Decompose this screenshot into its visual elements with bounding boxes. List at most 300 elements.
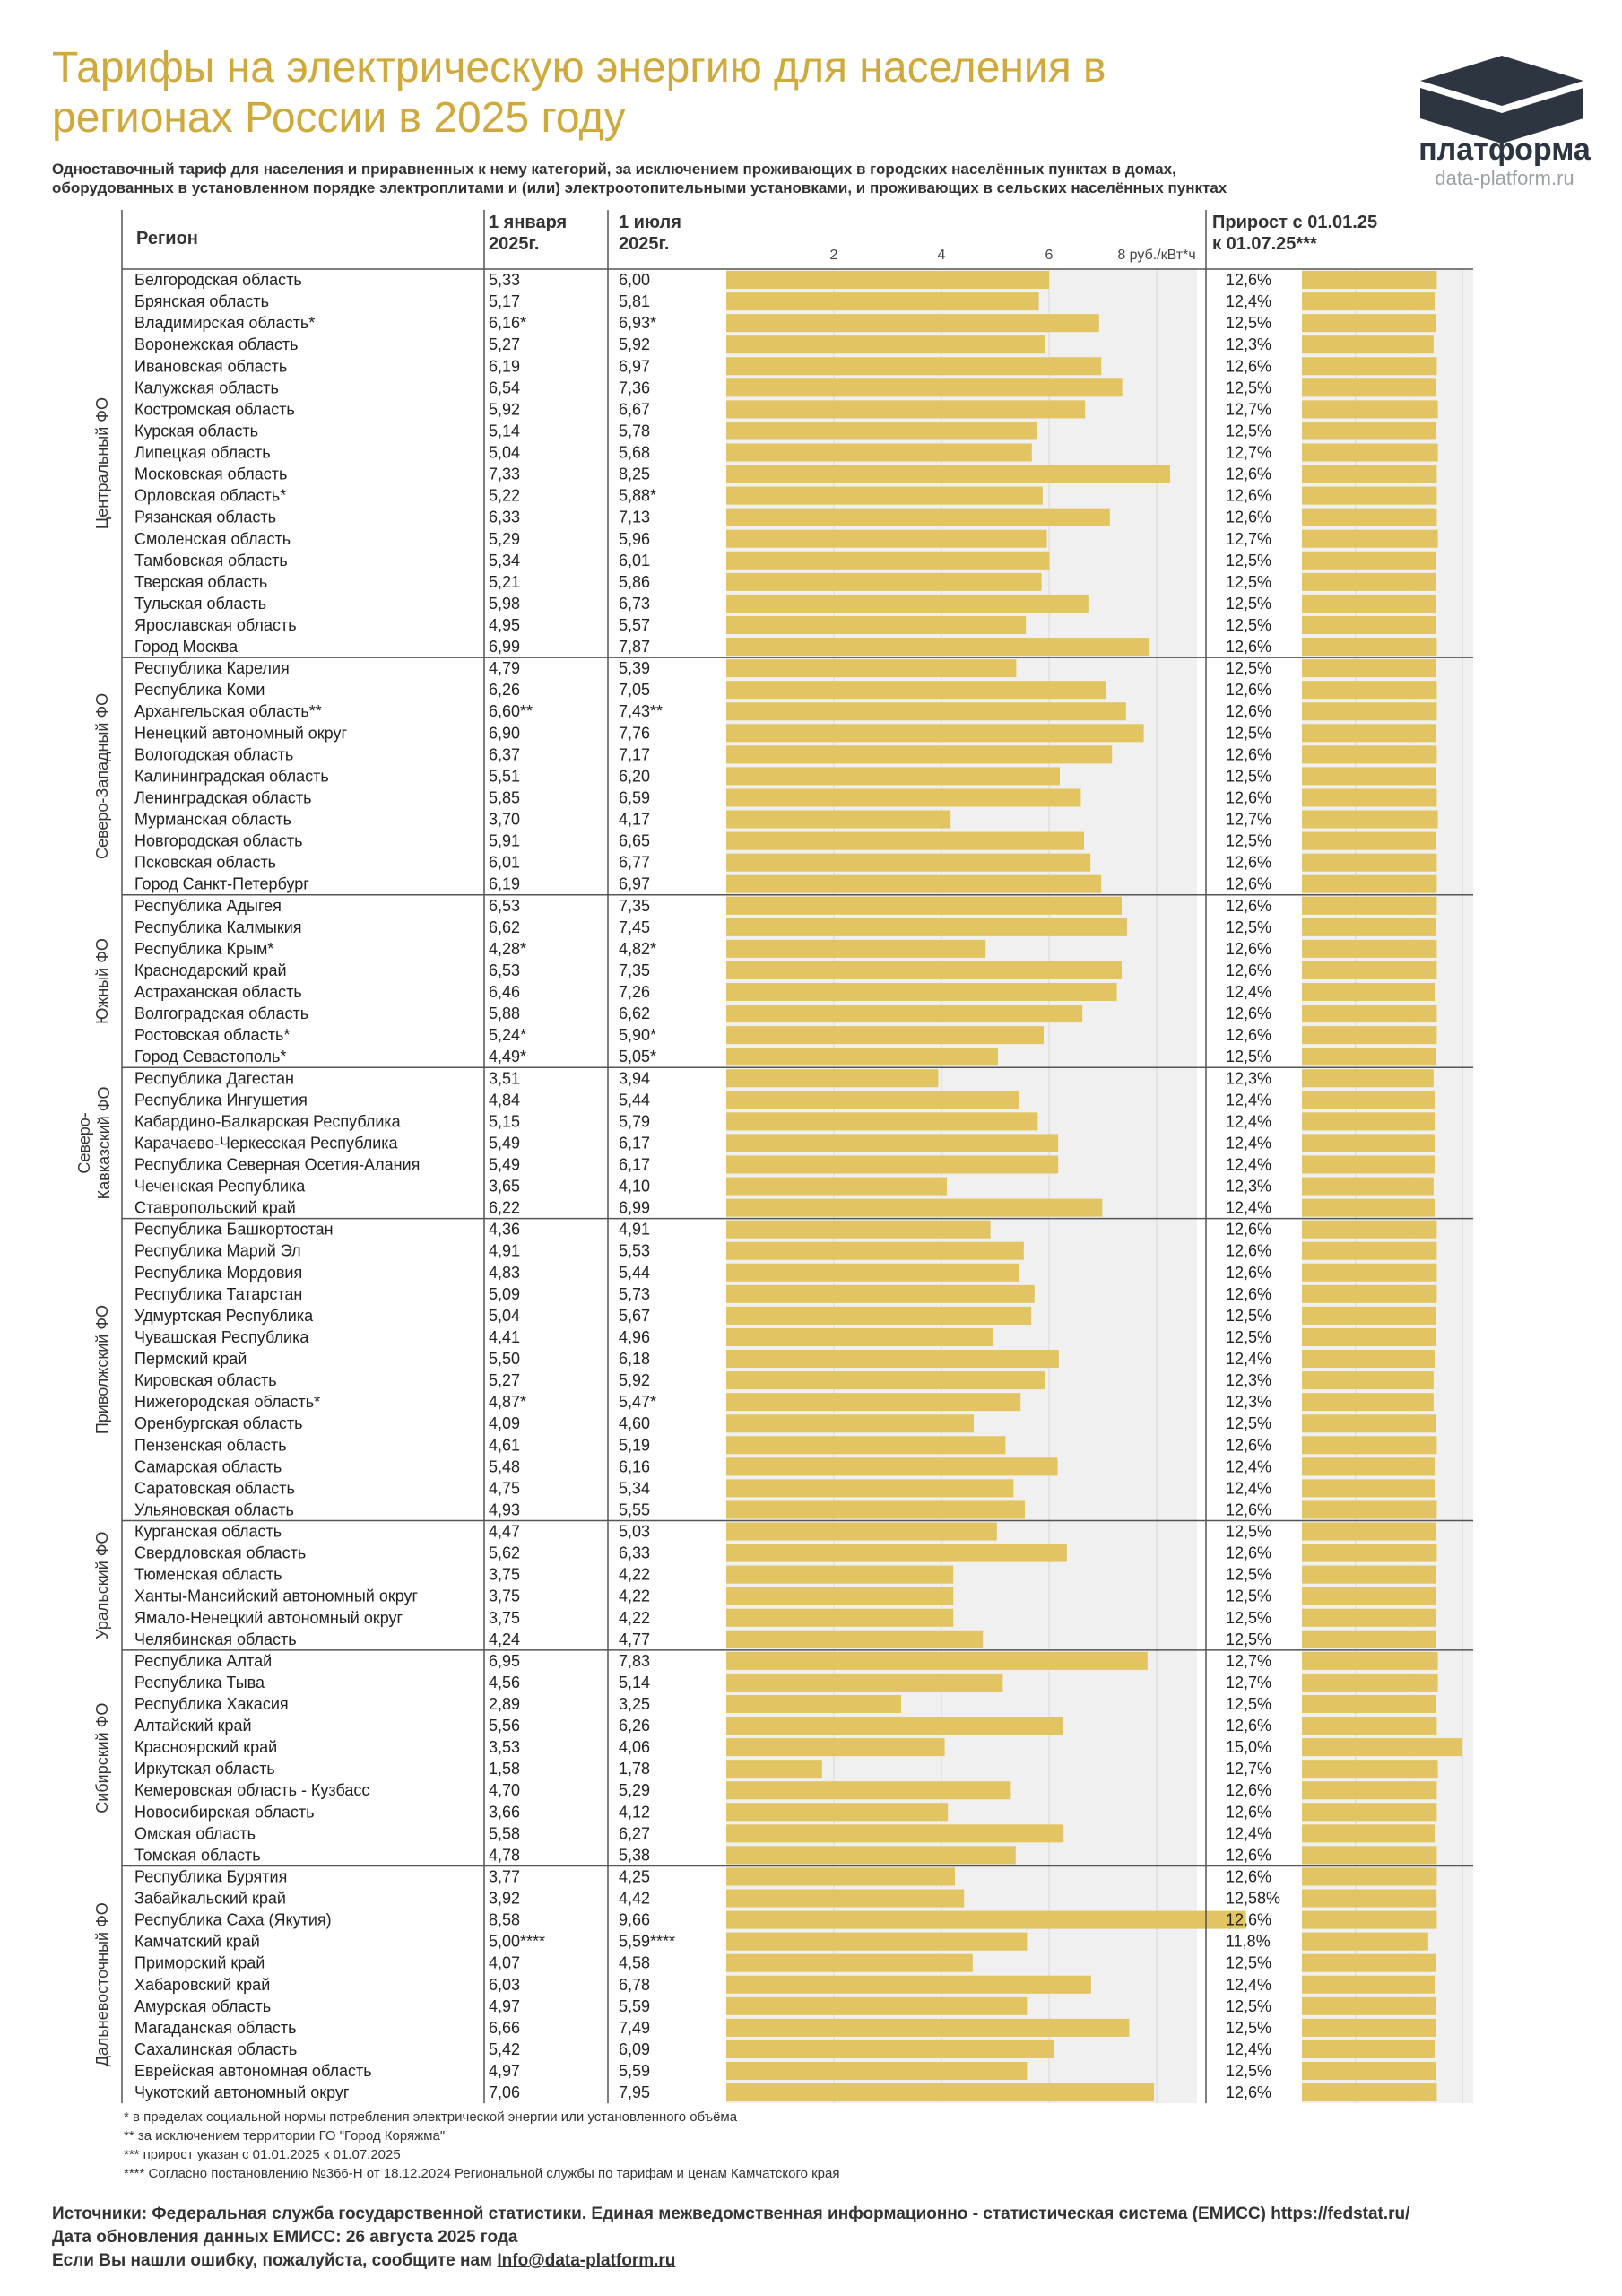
growth-bar [1302, 1738, 1462, 1756]
growth-value: 12,3% [1226, 335, 1272, 354]
growth-bar [1302, 724, 1436, 742]
tariff-jan-value: 3,70 [489, 810, 521, 829]
growth-value: 12,4% [1226, 1155, 1272, 1174]
tariff-jul-value: 6,16 [619, 1457, 651, 1476]
growth-value: 12,6% [1226, 1846, 1272, 1865]
growth-bar [1302, 1500, 1436, 1518]
growth-bar [1302, 745, 1436, 763]
tariff-jan-value: 5,04 [489, 1306, 521, 1325]
tariff-jul-value: 5,68 [619, 443, 651, 462]
tariff-bar [726, 292, 1039, 310]
region-name: Архангельская область** [134, 702, 322, 721]
tariff-jul-value: 4,91 [619, 1220, 651, 1239]
region-name: Белгородская область [134, 271, 302, 290]
district-label: Центральный ФО [93, 397, 111, 530]
region-name: Алтайский край [134, 1717, 252, 1735]
tariff-jul-value: 6,62 [619, 1004, 651, 1023]
region-name: Республика Саха (Якутия) [134, 1910, 332, 1929]
tariff-jan-value: 6,99 [489, 638, 521, 657]
report-error-text: Если Вы нашли ошибку, пожалуйста, сообщите нам [52, 2251, 498, 2270]
tariff-bar [726, 638, 1149, 656]
footnotes [124, 2108, 839, 2183]
tariff-bar [726, 1069, 938, 1087]
growth-bar [1302, 1069, 1434, 1087]
tariff-jan-value: 6,53 [489, 961, 521, 979]
region-name: Смоленская область [134, 529, 291, 548]
tariff-bar [726, 378, 1123, 396]
tariff-jan-value: 3,53 [489, 1738, 521, 1757]
region-name: Костромская область [134, 400, 295, 419]
tariff-jul-value: 5,79 [619, 1112, 651, 1131]
growth-bar [1302, 1522, 1436, 1540]
growth-bar [1302, 487, 1436, 505]
contact-email-link[interactable]: Info@data-platform.ru [497, 2251, 676, 2270]
growth-bar [1302, 1890, 1436, 1908]
growth-value: 12,3% [1226, 1393, 1272, 1412]
tariff-bar [726, 1976, 1091, 1994]
region-name: Свердловская область [134, 1544, 307, 1562]
tariff-jan-value: 4,75 [489, 1479, 521, 1498]
region-name: Республика Мордовия [134, 1263, 303, 1282]
tariff-jan-value: 5,24* [489, 1026, 527, 1045]
tariff-bar [726, 487, 1043, 505]
growth-bar [1302, 1566, 1436, 1584]
tariff-jan-value: 5,21 [489, 572, 521, 591]
region-name: Саратовская область [134, 1479, 295, 1498]
tariff-jan-value: 5,51 [489, 767, 521, 786]
tariff-jul-value: 5,39 [619, 659, 651, 678]
tariff-bar [726, 788, 1080, 806]
growth-bar [1302, 357, 1436, 375]
region-name: Республика Хакасия [134, 1694, 289, 1713]
tariff-bar [726, 616, 1026, 634]
region-name: Нижегородская область* [134, 1393, 321, 1412]
tariff-jan-value: 4,97 [489, 2062, 521, 2081]
tariff-bar [726, 854, 1090, 872]
region-name: Карачаево-Черкесская Республика [134, 1134, 398, 1152]
growth-value: 12,4% [1226, 2039, 1272, 2058]
growth-value: 12,5% [1226, 1565, 1272, 1584]
tariff-bar [726, 1436, 1005, 1454]
tariff-bar [726, 1264, 1019, 1282]
growth-bar [1302, 1221, 1436, 1239]
region-name: Новгородская область [134, 831, 303, 850]
growth-value: 12,4% [1226, 1479, 1272, 1498]
growth-bar [1302, 1609, 1436, 1627]
growth-bar [1302, 961, 1436, 979]
region-name: Республика Бурятия [134, 1867, 288, 1886]
region-name: Кабардино-Балкарская Республика [134, 1112, 401, 1131]
growth-value: 12,5% [1226, 2018, 1272, 2037]
region-name: Республика Башкортостан [134, 1220, 334, 1239]
region-name: Ярославская область [134, 615, 297, 634]
header-jul: 2025г. [619, 234, 670, 254]
header-region: Регион [136, 229, 198, 248]
growth-bar [1302, 638, 1436, 656]
growth-bar [1302, 573, 1436, 591]
growth-bar [1302, 1264, 1436, 1282]
tariff-jul-value: 6,97 [619, 874, 651, 893]
tariff-jul-value: 4,22 [619, 1587, 651, 1605]
tariff-jul-value: 4,17 [619, 810, 651, 829]
growth-value: 12,6% [1226, 896, 1272, 915]
region-name: Псковская область [134, 853, 277, 872]
growth-value: 12,5% [1226, 1306, 1272, 1325]
tariff-jul-value: 4,77 [619, 1630, 651, 1648]
footnote-3: *** прирост указан с 01.01.2025 к 01.07.2025 [124, 2147, 401, 2162]
tariff-jan-value: 4,41 [489, 1327, 521, 1346]
tariff-bar [726, 400, 1085, 418]
growth-value: 12,7% [1226, 529, 1272, 548]
tariff-jan-value: 4,56 [489, 1673, 521, 1692]
growth-value: 12,6% [1226, 853, 1272, 872]
growth-bar [1302, 1846, 1436, 1864]
logo-url[interactable]: data-platform.ru [1435, 167, 1574, 189]
tariff-jan-value: 1,58 [489, 1760, 521, 1779]
tariff-bar [726, 314, 1099, 332]
region-name: Забайкальский край [134, 1889, 286, 1908]
growth-bar [1302, 875, 1436, 893]
region-name: Челябинская область [134, 1630, 297, 1648]
district-label: Кавказский ФО [95, 1086, 113, 1200]
tariff-jul-value: 6,93* [619, 314, 657, 333]
tariff-jul-value: 7,36 [619, 378, 651, 397]
tariff-bar [726, 1285, 1035, 1303]
tariff-bar [726, 1242, 1024, 1260]
growth-bar [1302, 1242, 1436, 1260]
tariff-bar [726, 811, 950, 829]
tariff-jan-value: 7,06 [489, 2083, 521, 2102]
growth-value: 12,6% [1226, 271, 1272, 290]
tariff-jan-value: 6,90 [489, 724, 521, 743]
growth-bar [1302, 1652, 1438, 1670]
tariff-jan-value: 3,51 [489, 1069, 521, 1088]
tariff-bar [726, 1155, 1058, 1173]
tariff-bar [726, 573, 1042, 591]
tariff-jan-value: 4,24 [489, 1630, 521, 1648]
region-name: Республика Северная Осетия-Алания [134, 1155, 421, 1174]
tariff-jul-value: 6,17 [619, 1155, 651, 1174]
tariff-jan-value: 5,88 [489, 1004, 521, 1023]
region-name: Республика Марий Эл [134, 1241, 301, 1260]
tariff-jul-value: 5,92 [619, 1371, 651, 1390]
region-name: Курская область [134, 422, 258, 440]
region-name: Республика Татарстан [134, 1284, 303, 1303]
tariff-jan-value: 6,01 [489, 853, 521, 872]
growth-bar [1302, 271, 1436, 289]
growth-value: 12,6% [1226, 1263, 1272, 1282]
growth-bar [1302, 1285, 1436, 1303]
tariff-jan-value: 4,95 [489, 615, 521, 634]
tariff-bar [726, 767, 1060, 785]
tariff-bar [726, 961, 1122, 979]
tariff-jan-value: 5,58 [489, 1824, 521, 1843]
growth-bar [1302, 767, 1436, 785]
tariff-jul-value: 5,92 [619, 335, 651, 354]
tariff-bar [726, 2040, 1054, 2058]
growth-bar [1302, 1004, 1436, 1022]
growth-value: 12,6% [1226, 1803, 1272, 1822]
growth-value: 12,6% [1226, 2083, 1272, 2102]
growth-bar [1302, 422, 1436, 439]
region-name: Мурманская область [134, 810, 292, 829]
region-name: Орловская область* [134, 486, 287, 505]
region-name: Республика Адыгея [134, 896, 282, 915]
tariff-jul-value: 5,55 [619, 1500, 651, 1519]
region-name: Ненецкий автономный округ [134, 724, 348, 743]
region-name: Владимирская область* [134, 314, 316, 333]
tariff-bar [726, 1760, 822, 1778]
tariff-jul-value: 6,09 [619, 2039, 651, 2058]
region-name: Республика Коми [134, 681, 265, 700]
growth-value: 11,8% [1226, 1932, 1271, 1951]
region-name: Чукотский автономный округ [134, 2083, 350, 2102]
growth-value: 12,5% [1226, 767, 1272, 786]
tariff-jul-value: 7,17 [619, 745, 651, 764]
tariff-jul-value: 5,59 [619, 2062, 651, 2081]
growth-value: 12,4% [1226, 1824, 1272, 1843]
district-label: Южный ФО [93, 938, 111, 1024]
tariff-bar [726, 1803, 948, 1821]
tariff-bar [726, 983, 1117, 1001]
header-jan: 1 января [489, 213, 568, 232]
tariff-jul-value: 4,42 [619, 1889, 651, 1908]
tariff-jul-value: 7,95 [619, 2083, 651, 2102]
tariff-jan-value: 4,36 [489, 1220, 521, 1239]
growth-bar [1302, 1544, 1436, 1562]
region-name: Приморский край [134, 1953, 265, 1972]
region-name: Воронежская область [134, 335, 299, 354]
tariff-jul-value: 8,25 [619, 465, 651, 483]
tariff-bar [726, 1717, 1063, 1735]
tariff-jan-value: 4,78 [489, 1846, 521, 1865]
growth-value: 12,6% [1226, 1781, 1272, 1800]
footnote-2: ** за исключением территории ГО "Город Коряжма" [124, 2128, 446, 2144]
growth-bar [1302, 1803, 1436, 1821]
tariff-jan-value: 6,54 [489, 378, 521, 397]
tariff-jul-value: 7,87 [619, 638, 651, 657]
tariff-bar [726, 875, 1101, 893]
tariff-jul-value: 5,53 [619, 1241, 651, 1260]
growth-value: 12,3% [1226, 1371, 1272, 1390]
tariff-top-unit-label: 8 руб./кВт*ч [1117, 248, 1196, 263]
tariff-bar [726, 1890, 964, 1908]
tariff-bar [726, 271, 1049, 289]
tariff-jul-value: 7,76 [619, 724, 651, 743]
growth-bar [1302, 1781, 1436, 1799]
growth-value: 12,6% [1226, 1241, 1272, 1260]
growth-value: 12,7% [1226, 400, 1272, 419]
growth-value: 12,5% [1226, 1327, 1272, 1346]
tariff-jul-value: 7,35 [619, 961, 651, 979]
growth-bar [1302, 1134, 1435, 1152]
growth-value: 12,5% [1226, 615, 1272, 634]
growth-bar [1302, 2062, 1436, 2080]
growth-value: 12,6% [1226, 1436, 1272, 1455]
growth-value: 12,6% [1226, 1004, 1272, 1023]
growth-bar [1302, 292, 1435, 310]
tariff-jan-value: 6,33 [489, 508, 521, 526]
tariff-jan-value: 4,97 [489, 1996, 521, 2015]
growth-bar [1302, 1436, 1436, 1454]
region-name: Хабаровский край [134, 1975, 271, 1994]
growth-bar [1302, 702, 1436, 720]
tariff-jul-value: 5,14 [619, 1673, 651, 1692]
region-name: Республика Ингушетия [134, 1091, 308, 1109]
growth-bar [1302, 2040, 1435, 2058]
subtitle-line-1: Одноставочный тариф для населения и приравненных к нему категорий, за исключением проживающих в городских населённых пунктах в домах, [52, 161, 1176, 178]
growth-value: 12,4% [1226, 1091, 1272, 1109]
tariff-jan-value: 5,09 [489, 1284, 521, 1303]
tariff-top-tick-label: 6 [1045, 248, 1054, 263]
tariff-bar [726, 1566, 953, 1584]
growth-value: 12,5% [1226, 551, 1272, 570]
growth-bar [1302, 616, 1436, 634]
tariff-jan-value: 6,62 [489, 918, 521, 936]
region-name: Город Москва [134, 638, 239, 657]
growth-value: 12,6% [1226, 486, 1272, 505]
growth-bar [1302, 335, 1434, 353]
region-name: Оренбургская область [134, 1414, 303, 1433]
region-name: Липецкая область [134, 443, 271, 462]
growth-bar [1302, 940, 1436, 958]
region-name: Город Санкт-Петербург [134, 874, 309, 893]
tariff-jan-value: 5,92 [489, 400, 521, 419]
tariff-jul-value: 5,38 [619, 1846, 651, 1865]
tariff-jan-value: 4,28* [489, 939, 527, 958]
tariff-jul-value: 4,25 [619, 1867, 651, 1886]
region-name: Республика Карелия [134, 659, 290, 678]
growth-value: 12,6% [1226, 961, 1272, 979]
district-label: Северо-Западный ФО [93, 692, 111, 859]
tariff-jul-value: 3,94 [619, 1069, 651, 1088]
tariff-jan-value: 5,50 [489, 1350, 521, 1369]
region-name: Омская область [134, 1824, 256, 1843]
growth-bar [1302, 1695, 1436, 1713]
tariff-bar [726, 552, 1050, 570]
tariff-jan-value: 5,48 [489, 1457, 521, 1476]
region-name: Магаданская область [134, 2018, 297, 2037]
tariff-jan-value: 5,22 [489, 486, 521, 505]
tariff-bar [726, 1846, 1016, 1864]
tariff-bar [726, 1328, 993, 1346]
growth-value: 12,4% [1226, 1457, 1272, 1476]
tariff-bar [726, 1371, 1045, 1389]
tariff-bar [726, 1609, 953, 1627]
tariff-bar [726, 465, 1170, 483]
tariff-bar [726, 422, 1037, 439]
tariff-jan-value: 5,15 [489, 1112, 521, 1131]
tariff-jan-value: 4,47 [489, 1522, 521, 1541]
tariff-bar [726, 595, 1089, 613]
growth-value: 12,5% [1226, 594, 1272, 613]
growth-value: 12,3% [1226, 1069, 1272, 1088]
growth-bar [1302, 1393, 1434, 1411]
region-name: Республика Алтай [134, 1651, 273, 1670]
growth-value: 12,4% [1226, 1350, 1272, 1369]
tariff-jul-value: 5,44 [619, 1263, 651, 1282]
sources-line-3 [52, 2249, 1409, 2273]
tariff-jan-value: 4,84 [489, 1091, 521, 1109]
tariff-jul-value: 9,66 [619, 1910, 651, 1929]
region-name: Удмуртская Республика [134, 1306, 314, 1325]
growth-value: 12,5% [1226, 1414, 1272, 1433]
tariff-jul-value: 7,43** [619, 702, 664, 721]
tariff-jul-value: 7,05 [619, 681, 651, 700]
region-name: Вологодская область [134, 745, 294, 764]
growth-bar [1302, 983, 1435, 1001]
growth-bar [1302, 595, 1436, 613]
region-name: Тамбовская область [134, 551, 288, 570]
region-name: Ульяновская область [134, 1500, 294, 1519]
growth-value: 12,5% [1226, 1996, 1272, 2015]
region-name: Республика Дагестан [134, 1069, 294, 1088]
tariff-jan-value: 6,37 [489, 745, 521, 764]
growth-value: 12,5% [1226, 659, 1272, 678]
region-name: Тверская область [134, 572, 268, 591]
tariff-jul-value: 5,96 [619, 529, 651, 548]
growth-bar [1302, 2019, 1436, 2037]
growth-bar [1302, 1371, 1434, 1389]
growth-bar [1302, 443, 1438, 461]
region-name: Ямало-Ненецкий автономный округ [134, 1608, 403, 1627]
growth-bar [1302, 1717, 1436, 1735]
tariff-bar [726, 1652, 1148, 1670]
tariff-jan-value: 5,17 [489, 292, 521, 311]
tariff-jul-value: 5,67 [619, 1306, 651, 1325]
growth-bar [1302, 854, 1436, 872]
tariff-jul-value: 1,78 [619, 1760, 651, 1779]
footnote-4: **** Согласно постановлению №366-Н от 18.12.2024 Региональной службы по тарифам и ценам Камчатского края [124, 2166, 840, 2181]
tariff-jul-value: 5,03 [619, 1522, 651, 1541]
header-jul: 1 июля [619, 213, 681, 232]
growth-value: 12,6% [1226, 1717, 1272, 1735]
tariff-jul-value: 4,96 [619, 1327, 651, 1346]
growth-bar [1302, 530, 1438, 548]
growth-bar [1302, 1091, 1435, 1109]
tariff-bar [726, 1393, 1020, 1411]
tariff-jul-value: 7,13 [619, 508, 651, 526]
tariff-jan-value: 2,89 [489, 1694, 521, 1713]
growth-value: 12,5% [1226, 422, 1272, 440]
tariff-bar [726, 702, 1126, 720]
tariff-jan-value: 3,75 [489, 1565, 521, 1584]
growth-bar [1302, 378, 1436, 396]
tariff-jul-value: 6,59 [619, 788, 651, 807]
logo-wordmark: платформа [1418, 133, 1591, 167]
growth-bar [1302, 681, 1436, 699]
growth-value: 12,58% [1226, 1889, 1281, 1908]
district-label: Сибирский ФО [93, 1702, 111, 1813]
tariff-jul-value: 6,26 [619, 1717, 651, 1735]
growth-bar [1302, 1824, 1435, 1842]
tariff-jul-value: 4,82* [619, 939, 657, 958]
tariff-bar [726, 1221, 991, 1239]
tariff-jan-value: 6,22 [489, 1198, 521, 1217]
tariff-bar [726, 1674, 1002, 1692]
region-name: Город Севастополь* [134, 1048, 287, 1066]
growth-value: 12,6% [1226, 874, 1272, 893]
growth-value: 12,5% [1226, 572, 1272, 591]
tariff-jan-value: 4,49* [489, 1048, 527, 1066]
sources [52, 2203, 1409, 2273]
growth-bar [1302, 1026, 1436, 1044]
tariff-jul-value: 5,44 [619, 1091, 651, 1109]
growth-bar [1302, 1457, 1435, 1475]
growth-value: 12,5% [1226, 1694, 1272, 1713]
region-name: Еврейская автономная область [134, 2062, 372, 2081]
tariff-jul-value: 5,88* [619, 486, 657, 505]
